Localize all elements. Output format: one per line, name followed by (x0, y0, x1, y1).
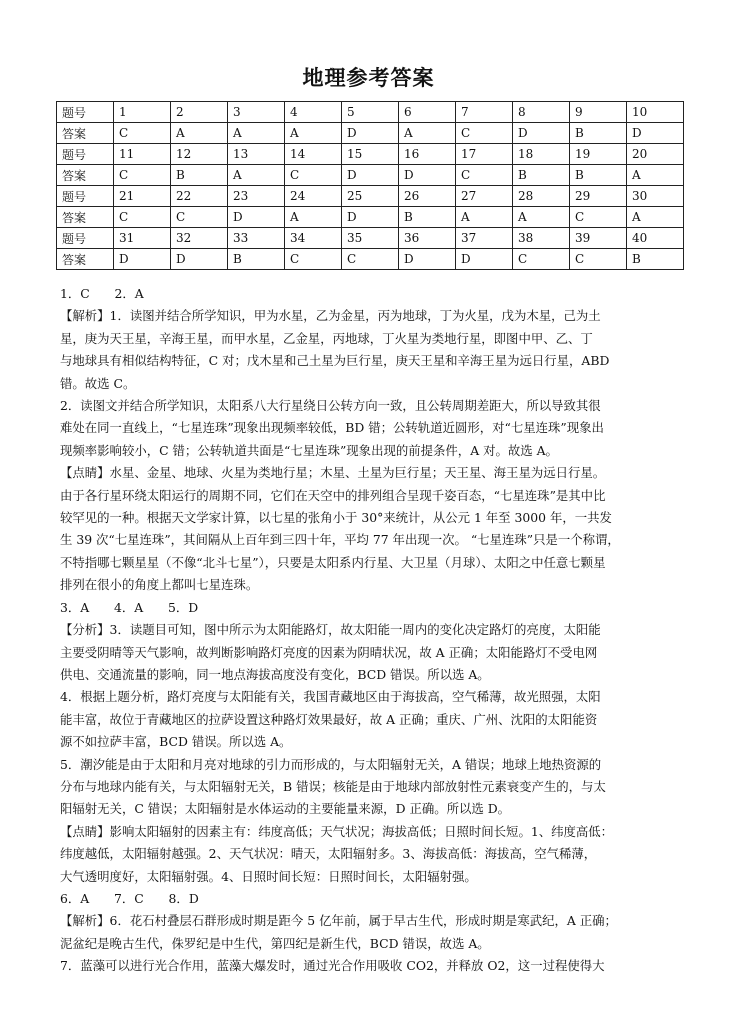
text-line: 能丰富，故位于青藏地区的拉萨设置这种路灯效果最好，故 A 正确；重庆、广州、沈阳的太阳能资 (60, 711, 598, 727)
text-line: 较罕见的一种。根据天文学家计算，以七星的张角小于 30°来统计，从公元 1 年至 3000 年，一共发 (60, 510, 612, 526)
table-cell: C (570, 249, 627, 270)
row-header-cell: 题号 (57, 102, 114, 123)
table-cell: 2 (171, 102, 228, 123)
table-cell: 40 (627, 228, 684, 249)
text-line: 难处在同一直线上，“七星连珠”现象出现频率较低，BD 错；公转轨道近圆形，对“七星连珠”现象出 (60, 420, 604, 436)
text-line: 【分析】3．读题目可知，图中所示为太阳能路灯，故太阳能一周内的变化决定路灯的亮度，太阳能 (60, 622, 601, 638)
row-header-cell: 答案 (57, 249, 114, 270)
table-cell: 31 (114, 228, 171, 249)
table-cell: A (627, 165, 684, 186)
table-cell: A (285, 207, 342, 228)
text-line: 纬度越低，太阳辐射越强。2、天气状况：晴天，太阳辐射多。3、海拔高低：海拔高，空气稀薄， (60, 846, 597, 862)
text-line: 由于各行星环绕太阳运行的周期不同，它们在天空中的排列组合呈现千姿百态，“七星连珠”是其中比 (60, 487, 606, 503)
text-line: 5．潮汐能是由于太阳和月亮对地球的引力而形成的，与太阳辐射无关，A 错误；地球上地热资源的 (60, 756, 602, 772)
text-line: 与地球具有相似结构特征，C 对；戊木星和己土星为巨行星，庚天王星和辛海王星为远日行星，ABD (60, 353, 610, 369)
text-line: 错。故选 C。 (60, 375, 136, 391)
table-cell: 1 (114, 102, 171, 123)
table-cell: C (285, 165, 342, 186)
table-cell: 21 (114, 186, 171, 207)
page-title: 地理参考答案 (302, 66, 435, 90)
table-cell: A (513, 207, 570, 228)
table-cell: A (285, 123, 342, 144)
table-cell: 28 (513, 186, 570, 207)
table-cell: A (399, 123, 456, 144)
table-cell: 11 (114, 144, 171, 165)
table-cell: 7 (456, 102, 513, 123)
row-header-cell: 题号 (57, 228, 114, 249)
text-line: 【解析】1．读图并结合所学知识，甲为水星，乙为金星，丙为地球，丁为火星，戊为木星，己为土 (60, 308, 601, 324)
table-cell: A (627, 207, 684, 228)
text-line: 供电、交通流量的影响，同一地点海拔高度没有变化，BCD 错误。所以选 A。 (60, 666, 490, 682)
answer-row (57, 207, 684, 228)
table-cell: C (342, 249, 399, 270)
table-cell: 8 (513, 102, 570, 123)
table-cell: 16 (399, 144, 456, 165)
table-cell: 23 (228, 186, 285, 207)
text-line: 7．蓝藻可以进行光合作用，蓝藻大爆发时，通过光合作用吸收 CO2，并释放 O2，这一过程使得大 (60, 958, 605, 974)
table-cell: 25 (342, 186, 399, 207)
table-cell: D (399, 165, 456, 186)
table-cell: C (114, 123, 171, 144)
table-cell: 17 (456, 144, 513, 165)
text-line: 3．A 4．A 5．D (60, 599, 199, 615)
table-cell: B (513, 165, 570, 186)
table-cell: C (513, 249, 570, 270)
table-cell: A (456, 207, 513, 228)
table-cell: B (228, 249, 285, 270)
table-cell: C (570, 207, 627, 228)
table-cell: A (171, 123, 228, 144)
table-cell: A (228, 123, 285, 144)
table-cell: 5 (342, 102, 399, 123)
text-line: 【点睛】水星、金星、地球、火星为类地行星；木星、土星为巨行星；天王星、海王星为远日行星。 (60, 465, 606, 481)
table-cell: C (114, 207, 171, 228)
table-cell: 36 (399, 228, 456, 249)
table-cell: 22 (171, 186, 228, 207)
table-cell: D (627, 123, 684, 144)
answer-row (57, 249, 684, 270)
table-cell: 6 (399, 102, 456, 123)
text-line: 主要受阴晴等天气影响，故判断影响路灯亮度的因素为阴晴状况，故 A 正确；太阳能路灯不受电网 (60, 644, 598, 660)
table-cell: 30 (627, 186, 684, 207)
table-cell: D (399, 249, 456, 270)
table-cell: A (228, 165, 285, 186)
answer-row (57, 165, 684, 186)
text-line: 排列在很小的角度上都叫七星连珠。 (60, 577, 259, 593)
table-cell: B (627, 249, 684, 270)
text-line: 生 39 次“七星连珠”，其间隔从上百年到三四十年，平均 77 年出现一次。 “七星连珠”只是一个称谓， (60, 532, 620, 548)
table-cell: C (285, 249, 342, 270)
text-line: 现频率影响较小，C 错；公转轨道共面是“七星连珠”现象出现的前提条件，A 对。故选 A。 (60, 442, 558, 458)
text-line: 【解析】6．花石村叠层石群形成时期是距今 5 亿年前，属于早古生代，形成时期是寒武纪，A 正确； (60, 913, 617, 929)
table-cell: B (399, 207, 456, 228)
table-cell: 18 (513, 144, 570, 165)
table-cell: 4 (285, 102, 342, 123)
table-cell: B (570, 165, 627, 186)
table-cell: B (570, 123, 627, 144)
table-cell: 3 (228, 102, 285, 123)
table-cell: C (171, 207, 228, 228)
table-cell: 32 (171, 228, 228, 249)
table-cell: C (114, 165, 171, 186)
question-number-row (57, 186, 684, 207)
text-line: 1．C 2．A (60, 286, 144, 301)
question-number-row (57, 102, 684, 123)
table-cell: 34 (285, 228, 342, 249)
table-cell: 19 (570, 144, 627, 165)
row-header-cell: 答案 (57, 165, 114, 186)
table-cell: D (342, 123, 399, 144)
table-cell: 12 (171, 144, 228, 165)
table-cell: 9 (570, 102, 627, 123)
row-header-cell: 答案 (57, 123, 114, 144)
text-line: 2．读图文并结合所学知识，太阳系八大行星绕日公转方向一致，且公转周期差距大，所以导致其很 (60, 398, 601, 414)
row-header-cell: 答案 (57, 207, 114, 228)
table-cell: 38 (513, 228, 570, 249)
table-cell: 24 (285, 186, 342, 207)
table-cell: D (513, 123, 570, 144)
row-header-cell: 题号 (57, 144, 114, 165)
table-cell: D (228, 207, 285, 228)
row-header-cell: 题号 (57, 186, 114, 207)
table-cell: 13 (228, 144, 285, 165)
answer-table (56, 101, 684, 270)
text-line: 6．A 7．C 8．D (60, 890, 199, 906)
table-cell: D (342, 165, 399, 186)
text-line: 4．根据上题分析，路灯亮度与太阳能有关，我国青藏地区由于海拔高，空气稀薄，故光照强，太阳 (60, 689, 601, 705)
table-cell: 10 (627, 102, 684, 123)
question-number-row (57, 144, 684, 165)
table-cell: D (342, 207, 399, 228)
text-line: 【点睛】影响太阳辐射的因素主有：纬度高低；天气状况；海拔高低；日照时间长短。1、纬度高低： (60, 823, 614, 839)
table-cell: 29 (570, 186, 627, 207)
table-cell: 39 (570, 228, 627, 249)
table-cell: 37 (456, 228, 513, 249)
table-cell: D (456, 249, 513, 270)
text-line: 泥盆纪是晚古生代，侏罗纪是中生代，第四纪是新生代，BCD 错误，故选 A。 (60, 935, 490, 951)
text-line: 大气透明度好，太阳辐射强。4、日照时间长短：日照时间长，太阳辐射强。 (60, 868, 477, 884)
table-cell: 14 (285, 144, 342, 165)
answer-row (57, 123, 684, 144)
text-line: 不特指哪七颗星星（不像“北斗七星”），只要是太阳系内行星、大卫星（月球）、太阳之中任意七颗星 (60, 554, 606, 570)
question-number-row (57, 228, 684, 249)
table-cell: D (171, 249, 228, 270)
table-cell: 27 (456, 186, 513, 207)
text-line: 阳辐射无关，C 错误；太阳辐射是水体运动的主要能量来源，D 正确。所以选 D。 (60, 801, 511, 817)
explanation-text (60, 283, 685, 978)
table-cell: 26 (399, 186, 456, 207)
table-cell: C (456, 123, 513, 144)
text-line: 分布与地球内能有关，与太阳辐射无关，B 错误；核能是由于地球内部放射性元素衰变产生的，与太 (60, 778, 606, 794)
table-cell: 20 (627, 144, 684, 165)
table-cell: C (456, 165, 513, 186)
table-cell: 35 (342, 228, 399, 249)
table-cell: D (114, 249, 171, 270)
text-line: 星，庚为天王星，辛海王星，而甲水星，乙金星，丙地球，丁火星为类地行星，即图中甲、乙、丁 (60, 330, 593, 346)
table-cell: 33 (228, 228, 285, 249)
table-cell: B (171, 165, 228, 186)
table-cell: 15 (342, 144, 399, 165)
text-line: 源不如拉萨丰富，BCD 错误。所以选 A。 (60, 734, 292, 750)
